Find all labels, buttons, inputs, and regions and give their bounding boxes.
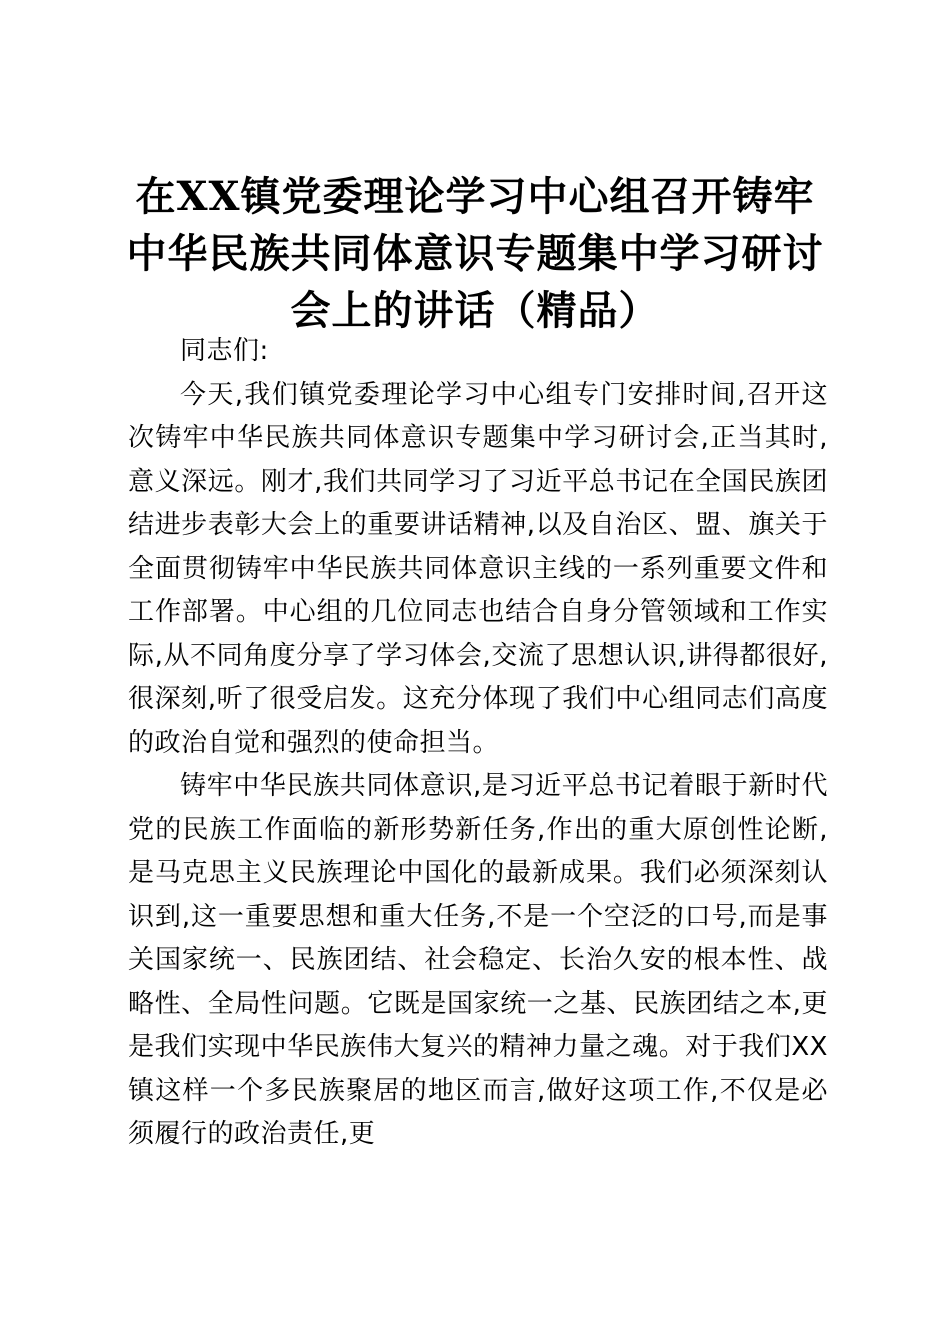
paragraph-1: 今天,我们镇党委理论学习中心组专门安排时间,召开这次铸牢中华民族共同体意识专题集中学习研讨会,正当其时,意义深远。刚才,我们共同学习了习近平总书记在全国民族团结进步表彰大会上的重要讲话精神,以及自治区、盟、旗关于全面贯彻铸牢中华民族共同体意识主线的一系列重要文件和工作部署。中心组的几位同志也结合自身分管领域和工作实际,从不同角度分享了学习体会,交流了思想认识,讲得都很好,很深刻,听了很受启发。这充分体现了我们中心组同志们高度的政治自觉和强烈的使命担当。 (128, 379, 828, 758)
salutation: 同志们: (180, 336, 269, 366)
document-body (128, 330, 828, 1157)
document-title: 在XX镇党委理论学习中心组召开铸牢中华民族共同体意识专题集中学习研讨会上的讲话（精品） (126, 173, 824, 334)
paragraph-2: 铸牢中华民族共同体意识,是习近平总书记着眼于新时代党的民族工作面临的新形势新任务,作出的重大原创性论断,是马克思主义民族理论中国化的最新成果。我们必须深刻认识到,这一重要思想和重大任务,不是一个空泛的口号,而是事关国家统一、民族团结、社会稳定、长治久安的根本性、战略性、全局性问题。它既是国家统一之基、民族团结之本,更是我们实现中华民族伟大复兴的精神力量之魂。对于我们XX镇这样一个多民族聚居的地区而言,做好这项工作,不仅是必须履行的政治责任,更 (128, 771, 828, 1149)
